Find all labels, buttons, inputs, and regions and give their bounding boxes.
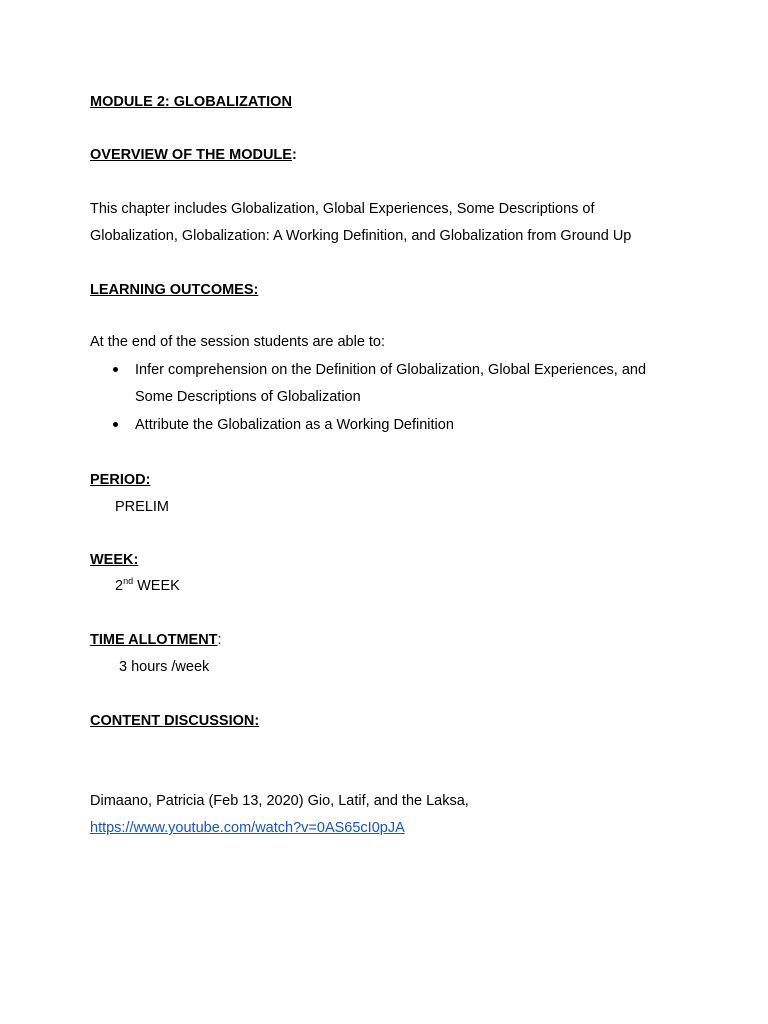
overview-heading-colon: :: [291, 147, 297, 163]
bullet-icon: [113, 422, 118, 427]
outcome-item-1-line2: Some Descriptions of Globalization: [135, 389, 361, 405]
time-allotment-heading: TIME ALLOTMENT: [90, 632, 218, 648]
reference-link-line: [90, 819, 405, 837]
week-heading: WEEK:: [90, 552, 139, 568]
time-allotment-heading-line: [90, 631, 222, 649]
week-value: [115, 577, 180, 595]
overview-text-line1: This chapter includes Globalization, Global Experiences, Some Descriptions of: [90, 201, 595, 217]
outcome-item-1-line1: Infer comprehension on the Definition of Globalization, Global Experiences, and: [135, 362, 647, 378]
period-value: PRELIM: [115, 499, 169, 515]
week-number: 2: [115, 578, 124, 594]
time-allotment-value: 3 hours /week: [119, 659, 210, 675]
reference-citation: Dimaano, Patricia (Feb 13, 2020) Gio, Latif, and the Laksa,: [90, 793, 469, 809]
week-ordinal-suffix: nd: [123, 576, 134, 587]
outcome-item-2-line1: Attribute the Globalization as a Working Definition: [135, 417, 454, 433]
week-text: WEEK: [133, 578, 180, 594]
content-discussion-heading: CONTENT DISCUSSION:: [90, 713, 260, 729]
time-allotment-colon: :: [217, 632, 222, 648]
period-heading: PERIOD:: [90, 472, 151, 488]
bullet-icon: [113, 367, 118, 372]
module-title: MODULE 2: GLOBALIZATION: [90, 94, 292, 110]
overview-heading: OVERVIEW OF THE MODULE: [90, 147, 292, 163]
overview-heading-line: [90, 146, 297, 164]
overview-text-line2: Globalization, Globalization: A Working Definition, and Globalization from Ground Up: [90, 228, 632, 244]
learning-outcomes-intro: At the end of the session students are able to:: [90, 334, 386, 350]
youtube-link[interactable]: https://www.youtube.com/watch?v=0AS65cI0pJA: [90, 820, 405, 836]
learning-outcomes-heading: LEARNING OUTCOMES:: [90, 282, 259, 298]
